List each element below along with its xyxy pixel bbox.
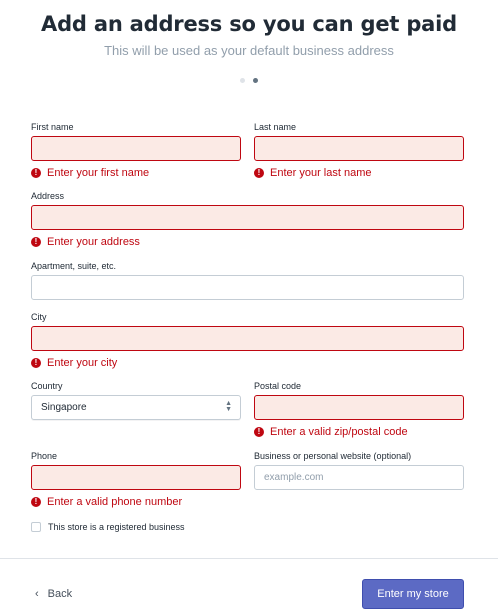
city-field (31, 311, 464, 370)
website-field (254, 450, 464, 490)
first-name-error (31, 166, 241, 180)
phone-input[interactable] (31, 465, 241, 490)
last-name-label: Last name (254, 122, 297, 132)
first-name-error-text: Enter your first name (47, 167, 150, 179)
back-button[interactable] (35, 588, 72, 600)
step-dot-2-active (253, 78, 258, 83)
postal-code-error-text: Enter a valid zip/postal code (270, 426, 408, 438)
last-name-field (254, 121, 464, 180)
alert-circle-icon: ! (254, 427, 264, 437)
page-subtitle: This will be used as your default business address (104, 43, 394, 58)
alert-circle-icon: ! (31, 497, 41, 507)
alert-circle-icon: ! (31, 358, 41, 368)
alert-circle-icon: ! (31, 237, 41, 247)
postal-code-input[interactable] (254, 395, 464, 420)
website-input[interactable] (254, 465, 464, 490)
city-input[interactable] (31, 326, 464, 351)
footer-divider (0, 558, 498, 559)
address-error-text: Enter your address (47, 236, 140, 248)
country-label: Country (31, 381, 63, 391)
first-name-input[interactable] (31, 136, 241, 161)
country-field (31, 380, 241, 420)
registered-business-row[interactable] (31, 522, 185, 532)
page-title: Add an address so you can get paid (41, 12, 457, 36)
phone-error (31, 495, 241, 509)
registered-business-checkbox[interactable] (31, 522, 41, 532)
city-error-text: Enter your city (47, 357, 118, 369)
apartment-input[interactable] (31, 275, 464, 300)
apartment-label: Apartment, suite, etc. (31, 261, 117, 271)
last-name-input[interactable] (254, 136, 464, 161)
phone-label: Phone (31, 451, 58, 461)
website-placeholder: example.com (264, 472, 324, 483)
last-name-error (254, 166, 464, 180)
address-field (31, 190, 464, 249)
address-error (31, 235, 464, 249)
step-indicator (0, 70, 498, 88)
last-name-error-text: Enter your last name (270, 167, 372, 179)
back-button-label: Back (47, 588, 73, 600)
phone-error-text: Enter a valid phone number (47, 496, 183, 508)
chevron-left-icon: ‹ (35, 588, 39, 600)
postal-code-error (254, 425, 464, 439)
phone-field (31, 450, 241, 509)
city-label: City (31, 312, 47, 322)
first-name-field (31, 121, 241, 180)
apartment-field (31, 260, 464, 300)
address-input[interactable] (31, 205, 464, 230)
first-name-label: First name (31, 122, 74, 132)
alert-circle-icon: ! (31, 168, 41, 178)
city-error (31, 356, 464, 370)
postal-code-label: Postal code (254, 381, 302, 391)
address-label: Address (31, 191, 65, 201)
country-select[interactable] (31, 395, 241, 420)
enter-store-button[interactable]: Enter my store (362, 579, 464, 609)
website-label: Business or personal website (optional) (254, 451, 412, 461)
select-arrows-icon: ▲ ▼ (225, 400, 232, 413)
registered-business-label: This store is a registered business (48, 522, 185, 532)
postal-code-field (254, 380, 464, 439)
country-select-value: Singapore (41, 402, 87, 413)
alert-circle-icon: ! (254, 168, 264, 178)
step-dot-1 (240, 78, 245, 83)
